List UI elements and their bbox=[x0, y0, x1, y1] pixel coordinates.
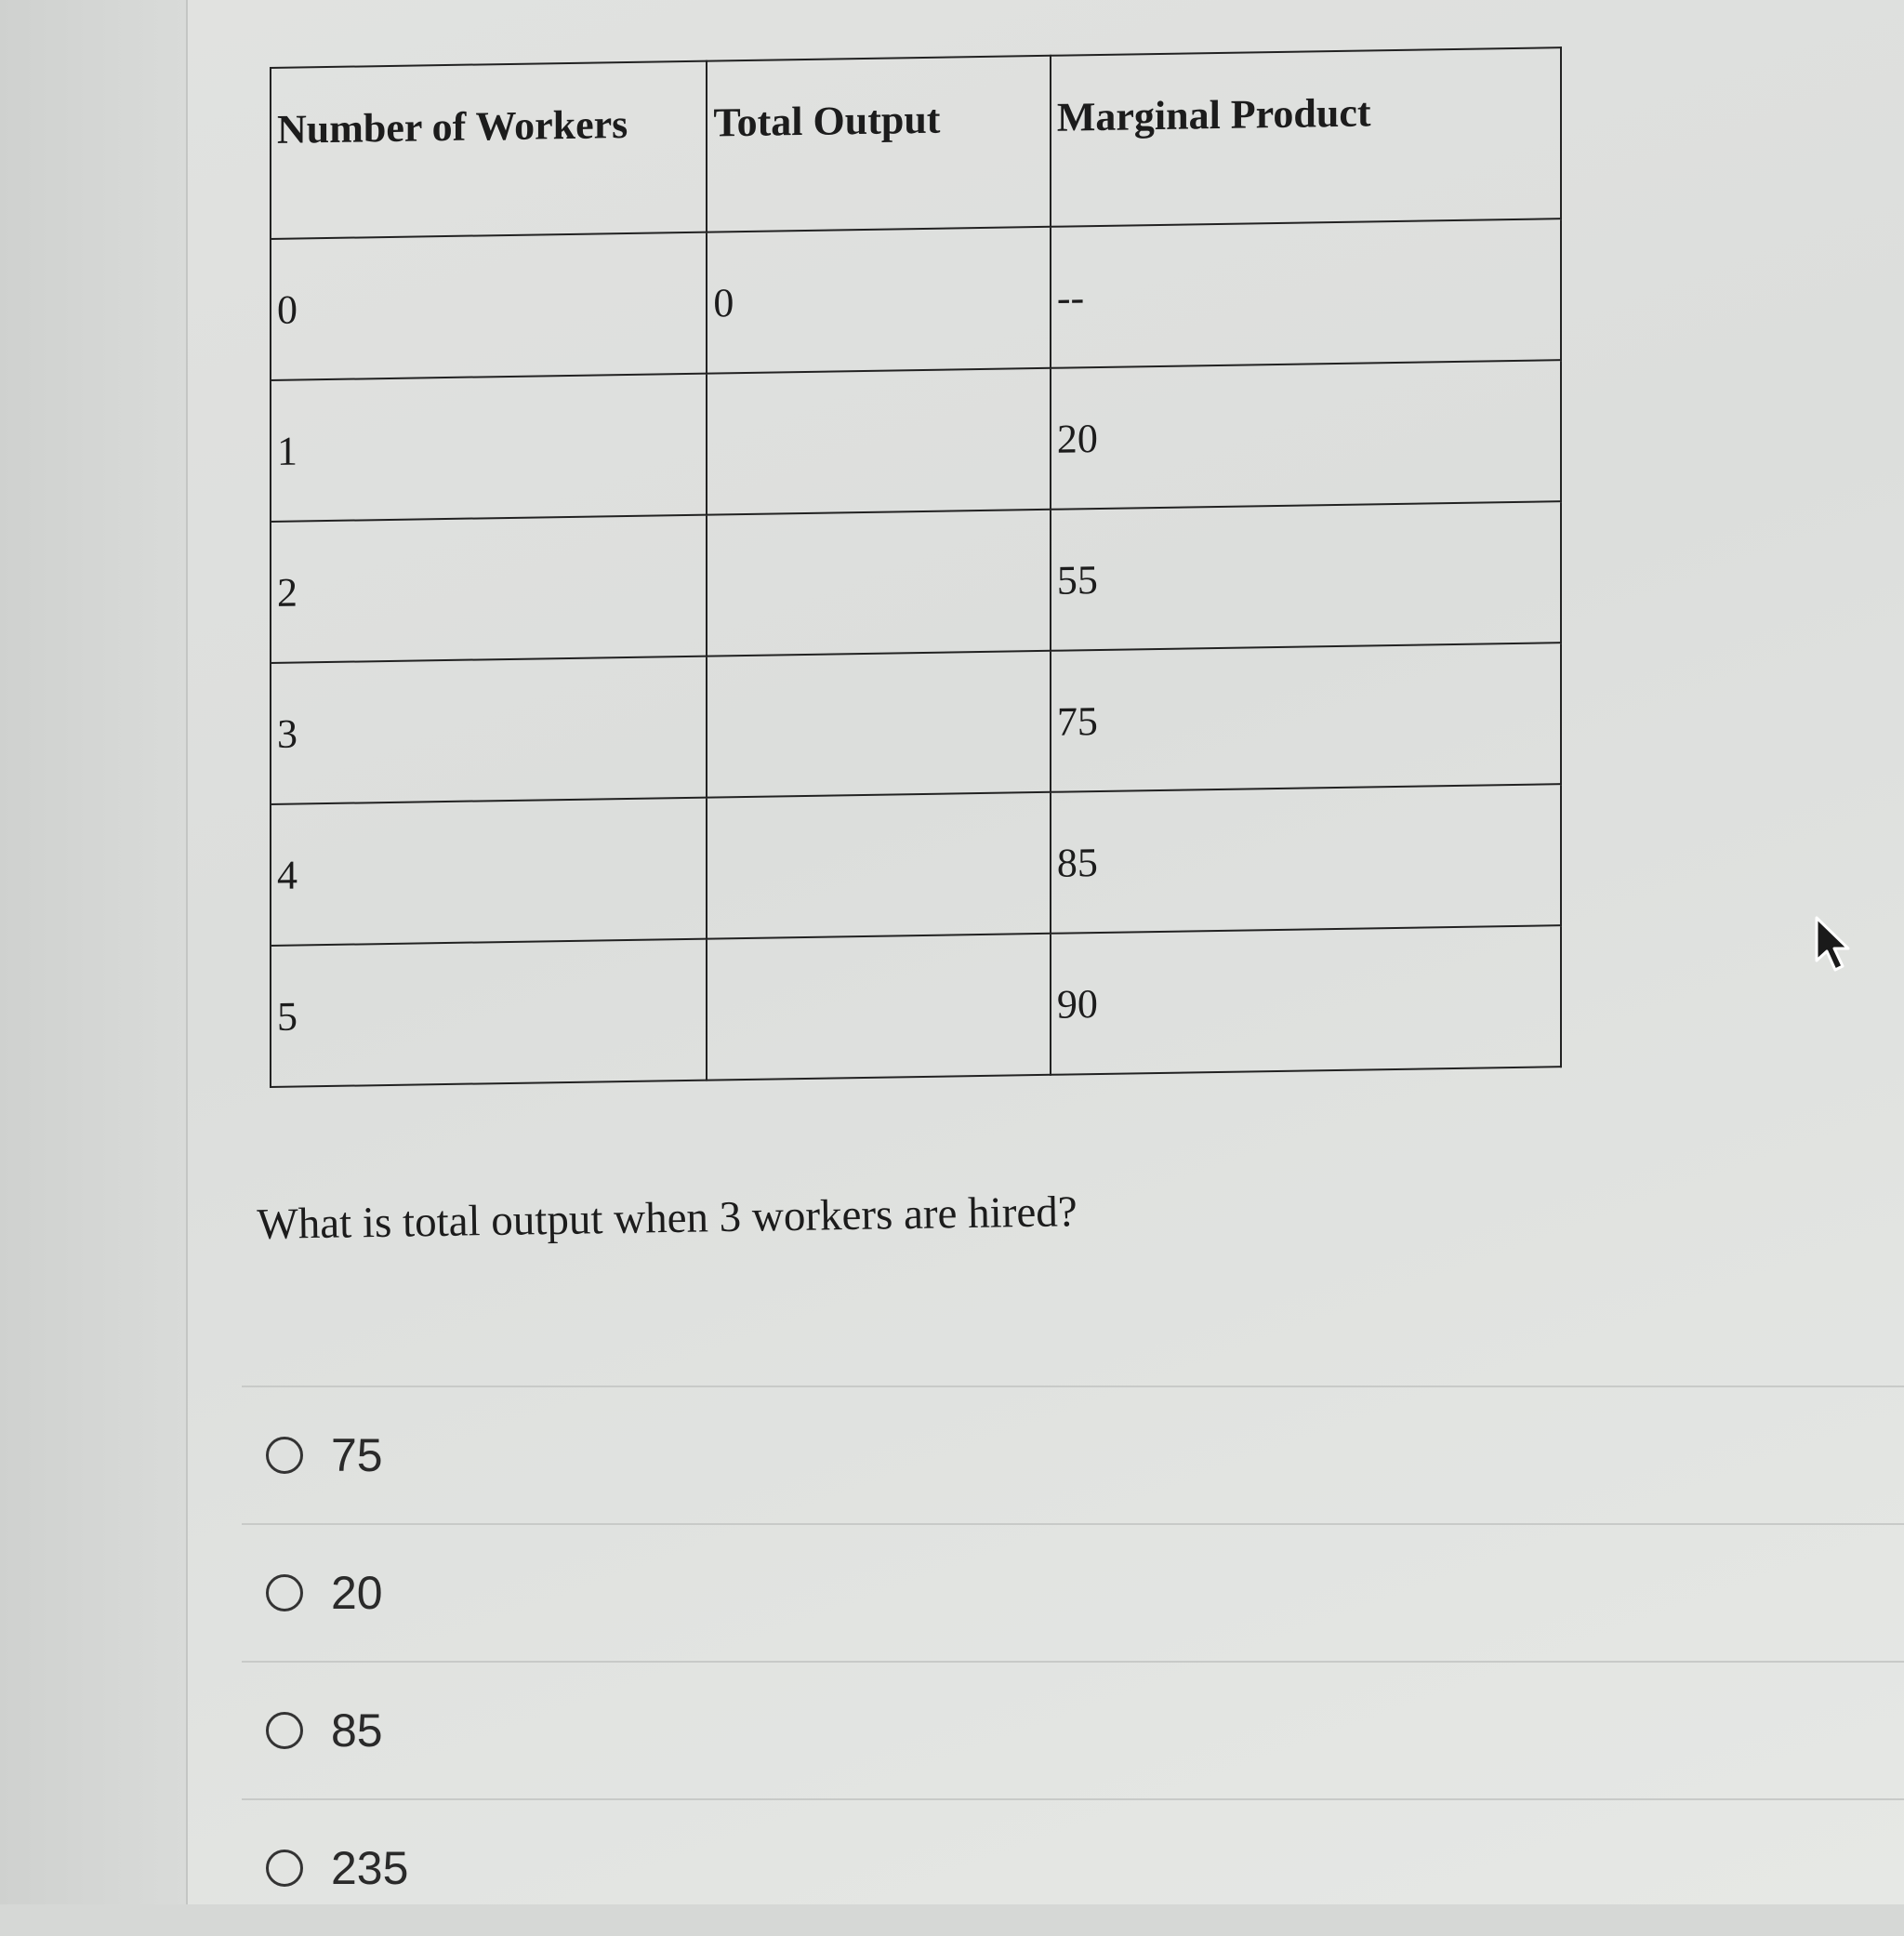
total-output-cell bbox=[707, 651, 1050, 798]
production-table bbox=[270, 46, 1562, 1088]
answer-option-3[interactable] bbox=[242, 1661, 1904, 1798]
total-output-cell: 0 bbox=[707, 227, 1050, 374]
option-label: 85 bbox=[331, 1704, 383, 1757]
table-row bbox=[271, 360, 1561, 522]
marginal-product-cell: 90 bbox=[1051, 925, 1561, 1075]
option-label: 20 bbox=[331, 1567, 383, 1619]
radio-button-icon[interactable] bbox=[266, 1712, 303, 1749]
marginal-product-cell: 55 bbox=[1051, 501, 1561, 651]
radio-button-icon[interactable] bbox=[266, 1850, 303, 1887]
table-row bbox=[271, 784, 1561, 946]
option-label: 235 bbox=[331, 1842, 409, 1894]
answer-option-2[interactable] bbox=[242, 1523, 1904, 1661]
header-total-output: Total Output bbox=[707, 56, 1050, 232]
radio-button-icon[interactable] bbox=[266, 1574, 303, 1611]
left-gutter bbox=[0, 0, 186, 1904]
workers-cell: 1 bbox=[271, 374, 707, 522]
workers-cell: 3 bbox=[271, 656, 707, 804]
radio-button-icon[interactable] bbox=[266, 1437, 303, 1474]
table-row bbox=[271, 219, 1561, 380]
table-row bbox=[271, 501, 1561, 663]
question-text: What is total output when 3 workers are hired? bbox=[257, 1187, 1078, 1249]
header-marginal-product: Marginal Product bbox=[1051, 47, 1561, 227]
workers-cell: 2 bbox=[271, 515, 707, 663]
total-output-cell bbox=[707, 510, 1050, 656]
table-header-row bbox=[271, 47, 1561, 239]
total-output-cell bbox=[707, 368, 1050, 515]
answer-options bbox=[242, 1386, 1904, 1936]
workers-cell: 4 bbox=[271, 798, 707, 946]
answer-option-4[interactable] bbox=[242, 1798, 1904, 1936]
header-number-of-workers: Number of Workers bbox=[271, 61, 707, 239]
marginal-product-cell: 75 bbox=[1051, 643, 1561, 792]
mouse-pointer-icon bbox=[1813, 916, 1859, 975]
workers-cell: 5 bbox=[271, 939, 707, 1087]
total-output-cell bbox=[707, 934, 1050, 1081]
marginal-product-cell: -- bbox=[1051, 219, 1561, 368]
option-label: 75 bbox=[331, 1429, 383, 1481]
workers-cell: 0 bbox=[271, 232, 707, 380]
total-output-cell bbox=[707, 792, 1050, 939]
marginal-product-cell: 85 bbox=[1051, 784, 1561, 934]
table-row bbox=[271, 925, 1561, 1087]
marginal-product-cell: 20 bbox=[1051, 360, 1561, 510]
table-row bbox=[271, 643, 1561, 804]
answer-option-1[interactable] bbox=[242, 1386, 1904, 1523]
